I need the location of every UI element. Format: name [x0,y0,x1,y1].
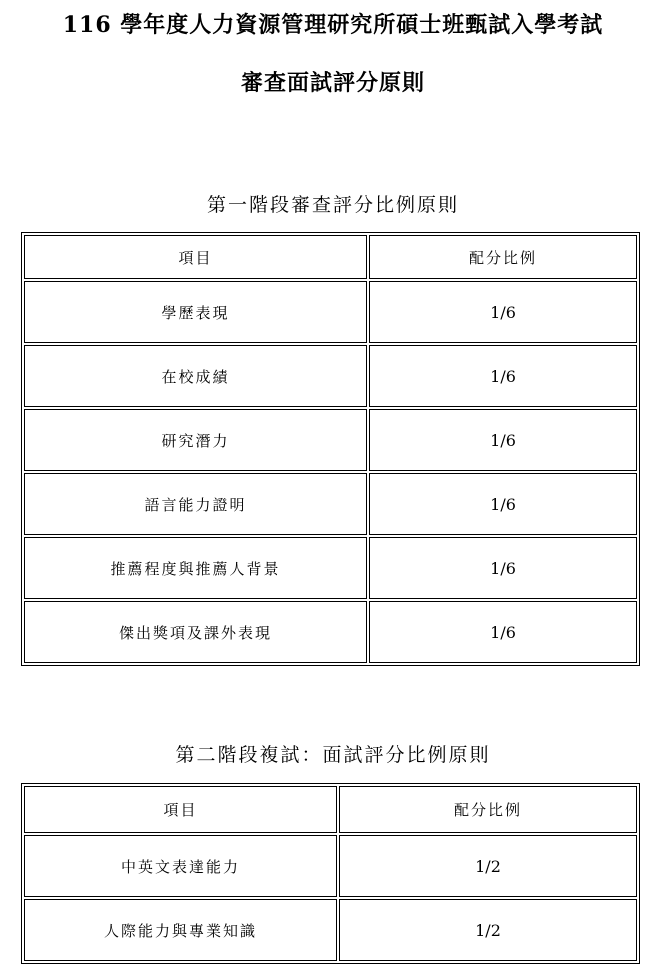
table-row [24,601,637,663]
stage2-heading: 第二階段複試：面試評分比例原則 [175,744,491,766]
item-cell: 研究潛力 [24,409,367,471]
ratio-cell: 1/6 [369,537,637,599]
table-header-row [24,235,637,279]
item-cell: 傑出獎項及課外表現 [24,601,367,663]
column-header-item: 項目 [24,786,337,833]
column-header-item: 項目 [24,235,367,279]
stage1-heading: 第一階段審查評分比例原則 [206,194,459,216]
document-subtitle: 審查面試評分原則 [240,70,425,96]
table-row [24,537,637,599]
ratio-cell: 1/6 [369,281,637,343]
item-cell: 語言能力證明 [24,473,367,535]
table-row [24,835,637,897]
table-header-row [24,786,637,833]
ratio-cell: 1/2 [339,899,637,961]
table-row [24,409,637,471]
item-cell: 在校成績 [24,345,367,407]
ratio-cell: 1/6 [369,601,637,663]
table-row [24,473,637,535]
ratio-cell: 1/6 [369,473,637,535]
table-row [24,281,637,343]
item-cell: 人際能力與專業知識 [24,899,337,961]
item-cell: 推薦程度與推薦人背景 [24,537,367,599]
ratio-cell: 1/6 [369,409,637,471]
item-cell: 中英文表達能力 [24,835,337,897]
table-row [24,345,637,407]
document-title: 116 學年度人力資源管理研究所碩士班甄試入學考試 [62,12,604,38]
ratio-cell: 1/6 [369,345,637,407]
stage1-score-table [21,232,640,666]
column-header-ratio: 配分比例 [339,786,637,833]
ratio-cell: 1/2 [339,835,637,897]
column-header-ratio: 配分比例 [369,235,637,279]
item-cell: 學歷表現 [24,281,367,343]
table-row [24,899,637,961]
stage2-score-table [21,783,640,964]
